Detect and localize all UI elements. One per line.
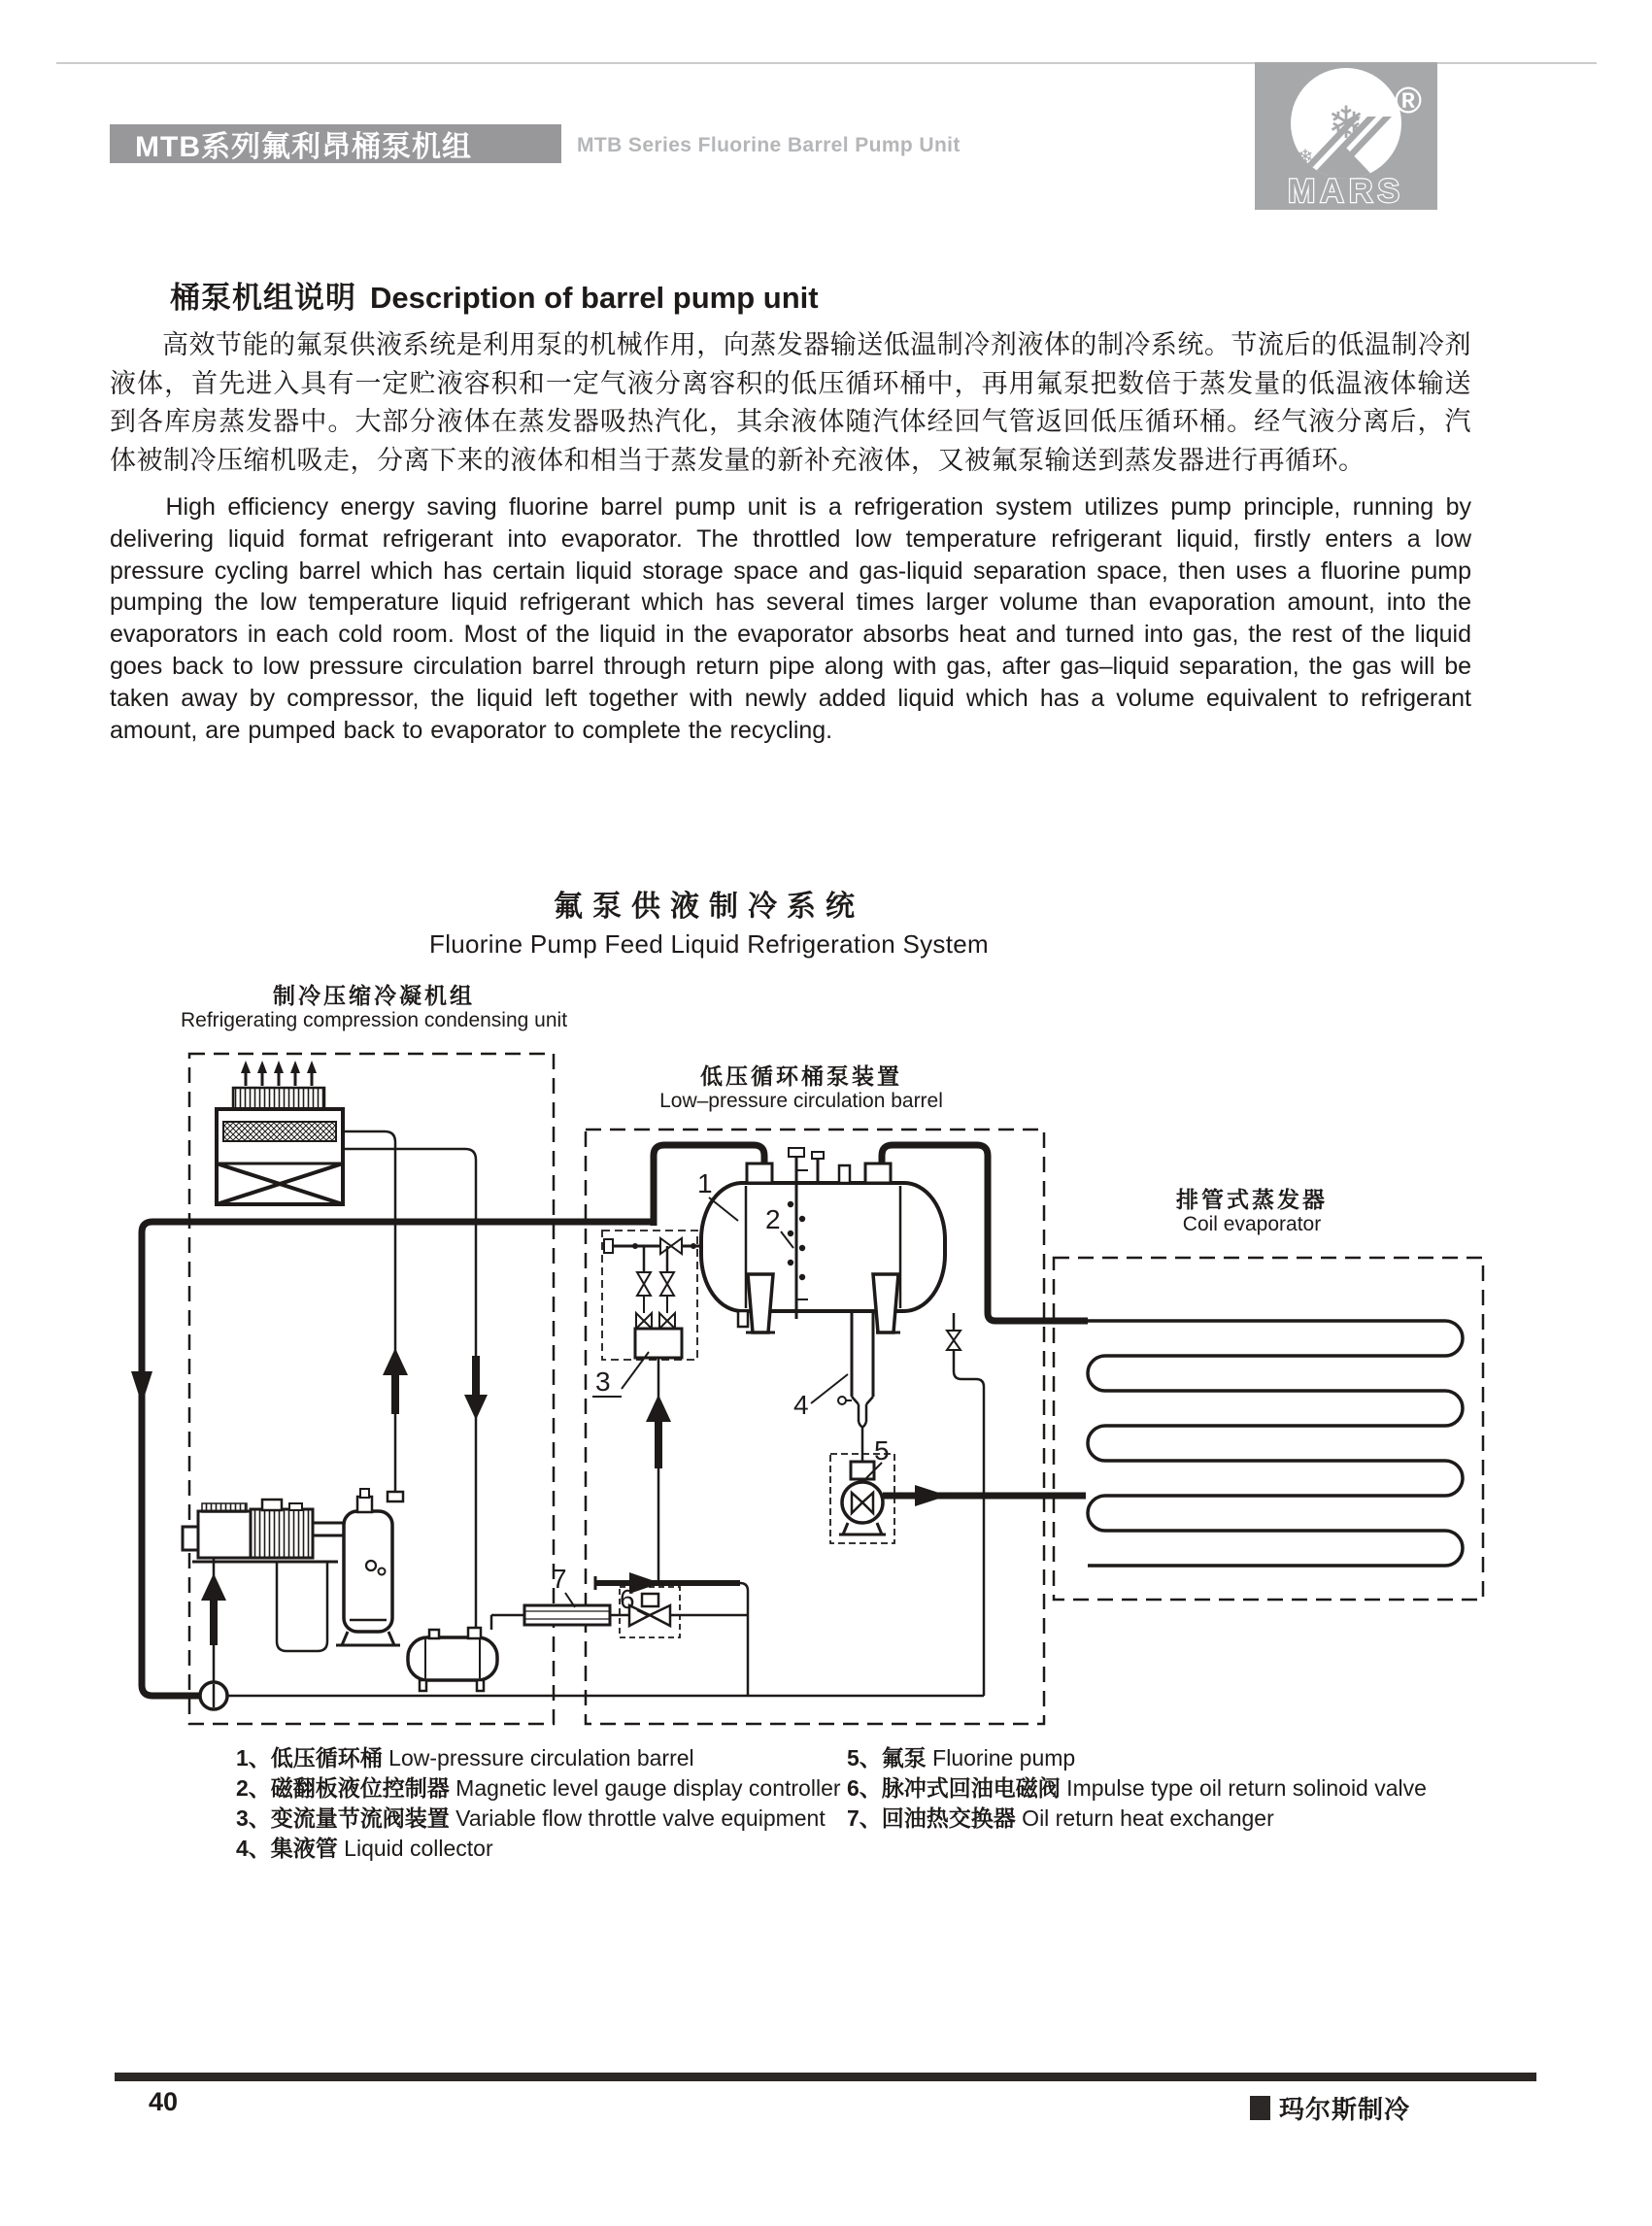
oil-separator-symbol — [336, 1489, 403, 1645]
diagram-title-zh: 氟泵供液制冷系统 — [554, 891, 864, 923]
low-pressure-barrel-symbol — [701, 1152, 945, 1332]
description-paragraph-en: High efficiency energy saving fluorine barrel pump unit is a refrigeration system utilizes pump principle, running by delivering liquid format refrigerant into evaporator. The throttled low temperature refrigerant liquid, firstly enters a low pressure cycling barrel which has certain liquid storage space and gas-liquid separation space, then uses a fluorine pump pumping the low temperature liquid refrigerant which has several times larger volume than evaporation amount, into the evaporators in each cold room. Most of the liquid in the evaporator absorbs heat and turned into gas, the rest of the liquid goes back to low pressure circulation barrel through return pipe along with gas, after gas–liquid separation, the gas will be taken away by compressor, the liquid left together with newly added liquid which has a volume equivalent to refrigerant amount, are pumped back to evaporator to complete the recycling. — [110, 493, 1471, 744]
section-heading-en: Description of barrel pump unit — [370, 281, 819, 315]
legend-item-4: 4、集液管 Liquid collector — [236, 1836, 493, 1861]
page-number: 40 — [149, 2087, 179, 2116]
label-circulation-barrel: 低压循环桶泵装置 Low–pressure circulation barrel — [659, 1063, 943, 1112]
flow-arrow-up — [201, 1573, 226, 1645]
callout-1: 1 — [697, 1168, 713, 1198]
footer-brand — [1250, 2090, 1410, 2126]
callout-5: 5 — [874, 1435, 890, 1466]
diagram-title — [223, 882, 1195, 960]
legend-item-6: 6、脉冲式回油电磁阀 Impulse type oil return solinoid valve — [847, 1775, 1427, 1801]
snowflake-small-icon: ❄ — [1297, 147, 1314, 168]
throttle-valve-assembly — [602, 1231, 701, 1360]
flow-arrow-down — [464, 1356, 488, 1420]
section-heading-zh: 桶泵机组说明 — [170, 281, 356, 315]
oil-u-pipe — [277, 1562, 327, 1651]
logo-wordmark: MARS — [1287, 173, 1405, 210]
legend-right-column — [847, 1743, 1427, 1834]
legend-item-5: 5、氟泵 Fluorine pump — [847, 1745, 1076, 1771]
compressor-symbol — [183, 1500, 344, 1562]
section-heading — [170, 273, 819, 317]
brand-square-icon — [1250, 2096, 1270, 2120]
liquid-feed-line — [595, 1583, 748, 1696]
legend-item-1: 1、低压循环桶 Low-pressure circulation barrel — [236, 1745, 694, 1771]
description-paragraph-zh: 高效节能的氟泵供液系统是利用泵的机械作用，向蒸发器输送低温制冷剂液体的制冷系统。节流后的低温制冷剂液体，首先进入具有一定贮液容积和一定气液分离容积的低压循环桶中，再用氟泵把数倍于蒸发量的低温液体输送到各库房蒸发器中。大部分液体在蒸发器吸热汽化，其余液体随汽体经回气管返回低压循环桶。经气液分离后，汽体被制冷压缩机吸走，分离下来的液体和相当于蒸发量的新补充液体，又被氟泵输送到蒸发器进行再循环。 — [110, 330, 1471, 475]
legend-item-2: 2、磁翻板液位控制器 Magnetic level gauge display controller — [236, 1775, 841, 1801]
callout-2: 2 — [765, 1204, 781, 1234]
callout-3: 3 — [595, 1366, 611, 1397]
receiver-tank-symbol — [408, 1628, 497, 1691]
snowflake-icon: ❄ — [1327, 97, 1365, 148]
diagram-title-en: Fluorine Pump Feed Liquid Refrigeration System — [429, 929, 989, 959]
registered-mark: ® — [1395, 81, 1422, 121]
header-title-bar — [110, 124, 561, 163]
callout-6: 6 — [620, 1584, 635, 1614]
oil-return-heat-exchanger-symbol — [524, 1605, 610, 1625]
hot-gas-pipe — [343, 1131, 395, 1497]
evaporator-coil — [1088, 1321, 1463, 1566]
callout-7: 7 — [552, 1564, 567, 1594]
callout-4: 4 — [793, 1390, 809, 1420]
refrigeration-schematic — [117, 971, 1534, 1768]
evaporator-boundary — [1054, 1258, 1483, 1600]
label-condensing-unit: 制冷压缩冷凝机组 Refrigerating compression condensing unit — [180, 983, 568, 1031]
liquid-collector-symbol — [838, 1311, 873, 1462]
header-title-zh: MTB系列氟利昂桶泵机组 — [135, 131, 472, 163]
legend-left-column — [236, 1743, 841, 1864]
label-coil-evaporator: 排管式蒸发器 Coil evaporator — [1176, 1187, 1328, 1235]
mars-logo — [1255, 62, 1437, 210]
barrel-drain-line — [947, 1313, 984, 1696]
flow-arrow-down — [131, 1371, 152, 1404]
flow-arrow-up — [646, 1395, 671, 1468]
header-title-en: MTB Series Fluorine Barrel Pump Unit — [577, 134, 961, 156]
legend-item-3: 3、变流量节流阀装置 Variable flow throttle valve equipment — [236, 1805, 826, 1831]
legend-item-7: 7、回油热交换器 Oil return heat exchanger — [847, 1805, 1274, 1831]
flow-arrow-up — [383, 1348, 408, 1414]
footer-brand-text: 玛尔斯制冷 — [1279, 2095, 1411, 2124]
footer-rule — [115, 2073, 1536, 2081]
evaporative-condenser-symbol — [217, 1061, 343, 1204]
flow-arrow-right — [915, 1485, 948, 1506]
